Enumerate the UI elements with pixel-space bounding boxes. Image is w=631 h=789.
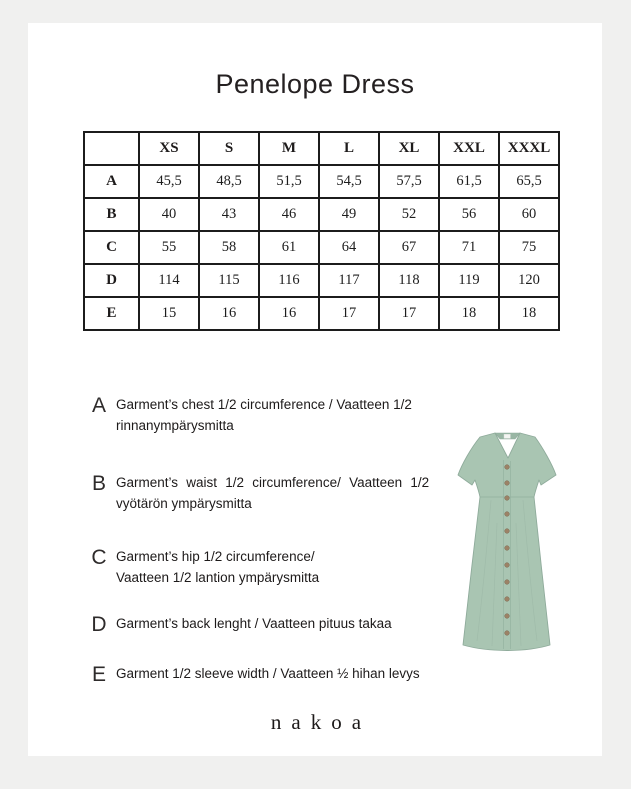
size-cell: 60 <box>499 198 559 231</box>
size-cell: 114 <box>139 264 199 297</box>
legend-text-line: Garment’s chest 1/2 circumference / Vaatteen 1/2 <box>116 397 412 412</box>
legend-letter: D <box>91 613 107 636</box>
size-cell: 48,5 <box>199 165 259 198</box>
col-header-xxl: XXL <box>439 132 499 165</box>
size-cell: 15 <box>139 297 199 330</box>
size-cell: 18 <box>439 297 499 330</box>
size-cell: 16 <box>259 297 319 330</box>
table-header-row <box>84 132 559 165</box>
col-header-xl: XL <box>379 132 439 165</box>
col-header-xs: XS <box>139 132 199 165</box>
size-cell: 54,5 <box>319 165 379 198</box>
legend-item-b <box>86 472 429 514</box>
dress-illustration <box>453 428 558 658</box>
size-cell: 75 <box>499 231 559 264</box>
table-row-b <box>84 198 559 231</box>
size-cell: 45,5 <box>139 165 199 198</box>
size-cell: 46 <box>259 198 319 231</box>
col-header-m: M <box>259 132 319 165</box>
neck-label <box>504 434 510 438</box>
legend-letter: B <box>91 472 106 495</box>
table-row-c <box>84 231 559 264</box>
size-cell: 58 <box>199 231 259 264</box>
col-header-s: S <box>199 132 259 165</box>
size-cell: 49 <box>319 198 379 231</box>
size-cell: 117 <box>319 264 379 297</box>
row-label: A <box>84 165 139 198</box>
size-table <box>83 131 560 331</box>
size-cell: 57,5 <box>379 165 439 198</box>
size-cell: 17 <box>379 297 439 330</box>
brand-logo: nakoa <box>270 710 372 734</box>
size-cell: 118 <box>379 264 439 297</box>
row-label: E <box>84 297 139 330</box>
size-cell: 61 <box>259 231 319 264</box>
corner-cell <box>84 132 139 165</box>
size-cell: 16 <box>199 297 259 330</box>
size-cell: 120 <box>499 264 559 297</box>
table-row-d <box>84 264 559 297</box>
size-cell: 71 <box>439 231 499 264</box>
size-cell: 115 <box>199 264 259 297</box>
product-photo-dress <box>453 428 558 658</box>
size-guide-card <box>28 23 602 756</box>
size-cell: 61,5 <box>439 165 499 198</box>
legend-item-a <box>86 394 412 436</box>
legend-text-line: Vaatteen 1/2 lantion ympärysmitta <box>116 570 320 585</box>
legend-text-line: vyötärön ympärysmitta <box>116 496 252 511</box>
legend-text-line: Garment’s back lenght / Vaatteen pituus takaa <box>116 616 392 631</box>
legend-item-d <box>86 613 392 636</box>
page-title: Penelope Dress <box>215 69 415 99</box>
legend-letter: A <box>91 394 106 417</box>
row-label: B <box>84 198 139 231</box>
col-header-xxxl: XXXL <box>499 132 559 165</box>
legend-letter: C <box>91 546 107 569</box>
row-label: C <box>84 231 139 264</box>
legend-item-e <box>86 663 420 686</box>
size-cell: 52 <box>379 198 439 231</box>
legend-text-line: rinnanympärysmitta <box>116 418 234 433</box>
size-cell: 40 <box>139 198 199 231</box>
legend-item-c <box>86 546 319 588</box>
legend-text-line: Garment’s waist 1/2 circumference/ Vaatteen 1/2 <box>116 475 430 490</box>
size-cell: 51,5 <box>259 165 319 198</box>
legend-letter: E <box>91 663 106 686</box>
table-row-e <box>84 297 559 330</box>
row-label: D <box>84 264 139 297</box>
size-cell: 56 <box>439 198 499 231</box>
size-cell: 119 <box>439 264 499 297</box>
size-cell: 43 <box>199 198 259 231</box>
size-cell: 65,5 <box>499 165 559 198</box>
size-cell: 55 <box>139 231 199 264</box>
table-row-a <box>84 165 559 198</box>
legend-text-line: Garment’s hip 1/2 circumference/ <box>116 549 315 564</box>
size-cell: 17 <box>319 297 379 330</box>
legend-text-line: Garment 1/2 sleeve width / Vaatteen ½ hihan levys <box>116 666 420 681</box>
size-cell: 64 <box>319 231 379 264</box>
size-cell: 67 <box>379 231 439 264</box>
col-header-l: L <box>319 132 379 165</box>
size-cell: 116 <box>259 264 319 297</box>
size-cell: 18 <box>499 297 559 330</box>
